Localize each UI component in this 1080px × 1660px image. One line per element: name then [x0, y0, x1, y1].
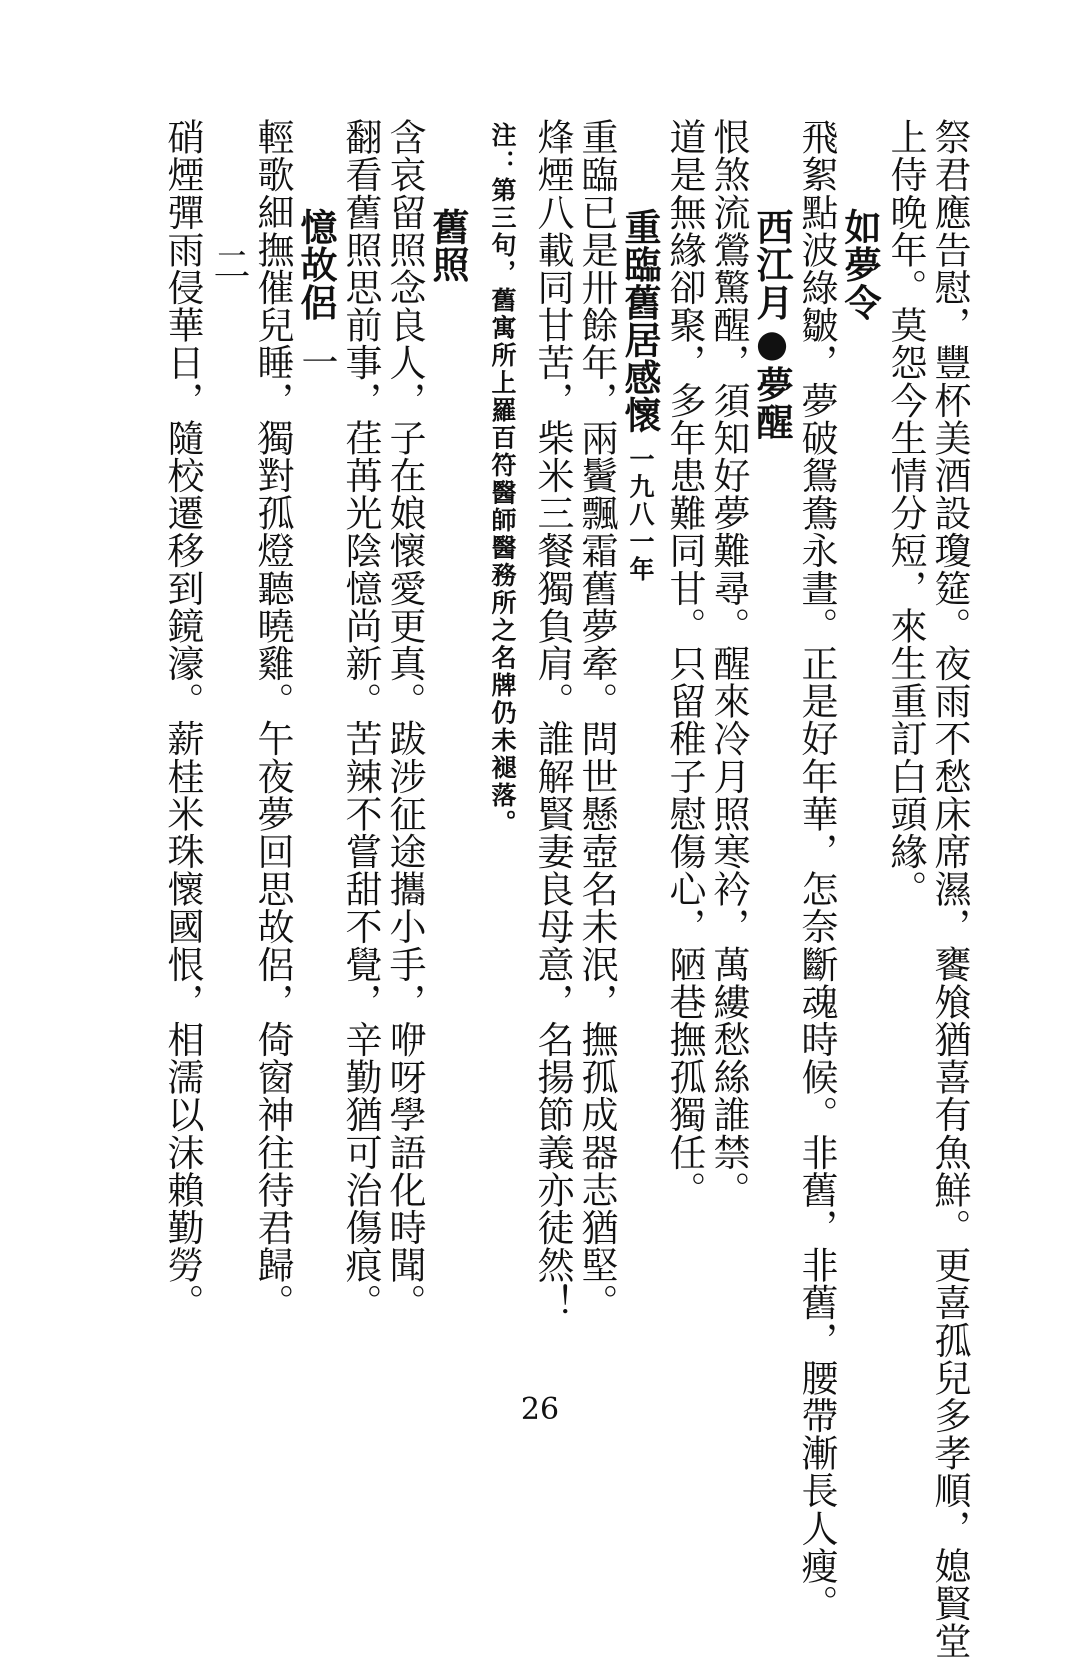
poem-title: 西江月●夢醒: [750, 208, 794, 441]
poem-line: 恨煞流鶯驚醒，須知好夢難尋。醒來冷月照寒衿，萬縷愁絲誰禁。: [707, 118, 750, 1209]
poem-title: 憶故侶: [294, 208, 338, 321]
page-number: 26: [520, 1392, 560, 1427]
poem-part-number: 二: [207, 245, 250, 283]
poem-part-number: 一: [295, 342, 338, 381]
poem-line: 含哀留照念良人，子在娘懷愛更真。跋涉征途攜小手，咿呀學語化時聞。: [383, 118, 426, 1322]
poem-title: 舊照: [426, 208, 470, 284]
footnote: 注：第三句，舊寓所上羅百符醫師醫務所之名牌仍未褪落。: [488, 122, 517, 837]
poem-line: 烽煙八載同甘苦，柴米三餐獨負肩。誰解賢妻良母意，名揚節義亦徒然！: [531, 118, 574, 1322]
poem-line: 硝煙彈雨侵華日，隨校遷移到鏡濠。薪桂米珠懷國恨，相濡以沫賴勤勞。: [161, 118, 204, 1322]
poem-line: 飛絮點波綠皺，夢破鴛鴦永晝。正是好年華，怎奈斷魂時候。非舊，非舊，腰帶漸長人瘦。: [795, 118, 838, 1622]
poem-line: 重臨已是卅餘年，兩鬢飄霜舊夢牽。問世懸壺名未泯，撫孤成器志猶堅。: [575, 118, 618, 1322]
poem-title: 重臨舊居感懷: [618, 208, 662, 434]
poem-title: 如夢令: [838, 208, 882, 321]
poem-line: 輕歌細撫催兒睡，獨對孤燈聽曉雞。午夜夢回思故侶，倚窗神往待君歸。: [251, 118, 294, 1322]
poem-line: 上侍晚年。莫怨今生情分短，來生重訂白頭緣。: [884, 118, 927, 908]
poem-title-group: [294, 208, 338, 380]
poem-line: 翻看舊照思前事，荏苒光陰憶尚新。苦辣不嘗甜不覺，辛勤猶可治傷痕。: [339, 118, 382, 1322]
poem-title-group: [618, 208, 662, 583]
poem-date: 一九八一年: [626, 445, 655, 584]
poem-line: 祭君應告慰，豐杯美酒設瓊筵。夜雨不愁床席濕，饔飧猶喜有魚鮮。更喜孤兒多孝順，媳賢堂: [928, 118, 971, 1660]
poem-line: 道是無緣卻聚，多年患難同甘。只留稚子慰傷心，陋巷撫孤獨任。: [663, 118, 706, 1209]
